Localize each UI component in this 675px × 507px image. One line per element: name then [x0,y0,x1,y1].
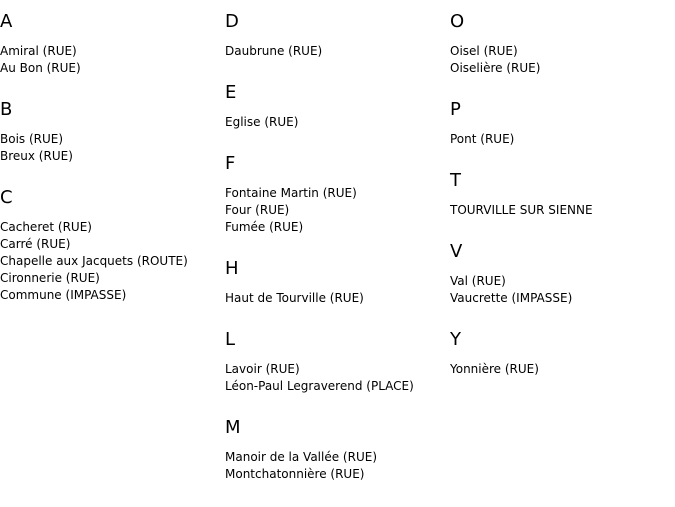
street-list [225,114,450,131]
street-list [0,219,225,304]
street-list-item [450,43,675,60]
street-list-item [225,290,450,307]
street-list [0,131,225,165]
letter-heading: E [225,82,237,103]
letter-section [225,327,450,395]
street-list [225,290,450,307]
street-name[interactable]: Four (RUE) [225,203,290,217]
letter-heading: L [225,329,236,350]
letter-heading: F [225,153,236,174]
street-name[interactable]: Daubrune (RUE) [225,44,323,58]
street-list [450,202,675,219]
letter-heading: D [225,11,239,32]
street-name[interactable]: Lavoir (RUE) [225,362,300,376]
street-name[interactable]: Léon-Paul Legraverend (PLACE) [225,379,414,393]
letter-heading: H [225,258,239,279]
street-name[interactable]: Oiselière (RUE) [450,61,541,75]
letter-heading: B [0,99,13,120]
street-name[interactable]: Oisel (RUE) [450,44,518,58]
street-list-item [450,202,675,219]
street-list-item [450,361,675,378]
street-list [450,43,675,77]
street-list-item [0,270,225,287]
street-name[interactable]: Carré (RUE) [0,237,71,251]
street-list-item [0,219,225,236]
street-list-item [0,236,225,253]
street-list-item [225,361,450,378]
street-name[interactable]: Cironnerie (RUE) [0,271,100,285]
street-list-item [0,148,225,165]
letter-section [225,415,450,483]
street-list-item [450,290,675,307]
letter-section [225,9,450,60]
street-list-item [0,253,225,270]
street-list-item [450,60,675,77]
street-list [225,185,450,236]
letter-section [450,327,675,378]
street-list-item [0,60,225,77]
street-name[interactable]: Pont (RUE) [450,132,515,146]
street-name[interactable]: Yonnière (RUE) [450,362,539,376]
street-list-item [225,378,450,395]
letter-section [225,151,450,236]
street-list [225,361,450,395]
street-list [450,273,675,307]
street-list-item [225,185,450,202]
street-list-item [225,43,450,60]
street-list-item [225,449,450,466]
street-list-item [0,43,225,60]
index-column-2 [225,9,450,503]
index-column-1 [0,9,225,324]
street-name[interactable]: Val (RUE) [450,274,506,288]
street-list [225,449,450,483]
street-list [450,361,675,378]
street-list [225,43,450,60]
letter-section [450,97,675,148]
letter-heading: A [0,11,13,32]
letter-heading: Y [450,329,461,350]
street-name[interactable]: Haut de Tourville (RUE) [225,291,364,305]
letter-section [450,9,675,77]
street-list-item [225,219,450,236]
letter-section [225,80,450,131]
street-name[interactable]: Commune (IMPASSE) [0,288,127,302]
street-list-item [0,287,225,304]
letter-section [0,97,225,165]
street-list-item [225,114,450,131]
street-name[interactable]: Vaucrette (IMPASSE) [450,291,573,305]
street-name[interactable]: Amiral (RUE) [0,44,77,58]
letter-section [450,239,675,307]
street-name[interactable]: Bois (RUE) [0,132,64,146]
street-name[interactable]: Fontaine Martin (RUE) [225,186,357,200]
street-list-item [450,273,675,290]
street-list-item [225,202,450,219]
street-list-item [450,131,675,148]
street-list [0,43,225,77]
street-list-item [0,131,225,148]
letter-section [225,256,450,307]
street-name[interactable]: Montchatonnière (RUE) [225,467,365,481]
letter-heading: C [0,187,13,208]
letter-section [0,9,225,77]
letter-section [0,185,225,304]
street-list [450,131,675,148]
index-column-3 [450,9,675,398]
street-list-item [225,466,450,483]
letter-heading: T [450,170,461,191]
street-name[interactable]: Au Bon (RUE) [0,61,81,75]
street-name[interactable]: Chapelle aux Jacquets (ROUTE) [0,254,188,268]
street-name[interactable]: Eglise (RUE) [225,115,299,129]
letter-section [450,168,675,219]
street-name[interactable]: Manoir de la Vallée (RUE) [225,450,377,464]
street-name[interactable]: Breux (RUE) [0,149,73,163]
letter-heading: O [450,11,465,32]
street-name[interactable]: TOURVILLE SUR SIENNE [450,203,593,217]
letter-heading: V [450,241,463,262]
letter-heading: P [450,99,461,120]
letter-heading: M [225,417,241,438]
street-name[interactable]: Fumée (RUE) [225,220,304,234]
street-name[interactable]: Cacheret (RUE) [0,220,92,234]
